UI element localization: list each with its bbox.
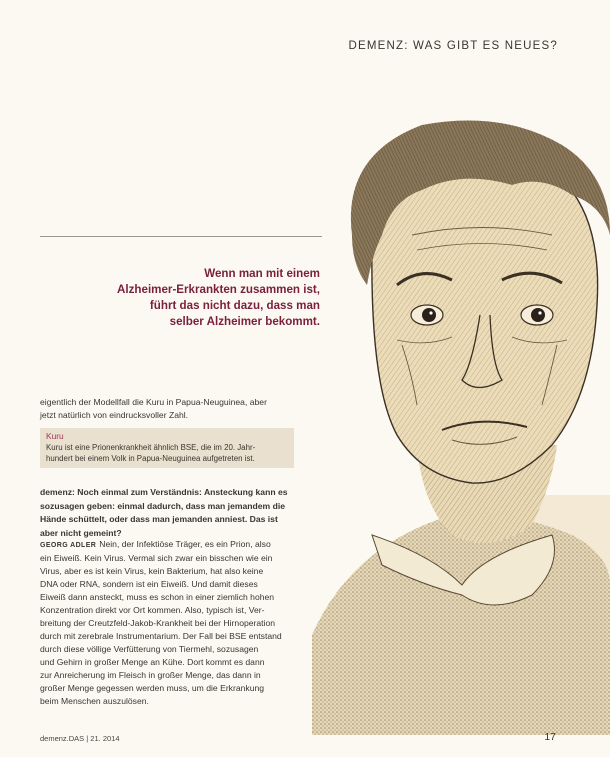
elderly-woman-portrait-illustration xyxy=(312,115,610,735)
pull-quote-line: Wenn man mit einem xyxy=(204,267,320,280)
pull-quote-line: führt das nicht dazu, dass man xyxy=(149,299,320,312)
question-line: demenz: Noch einmal zum Verständnis: Ansteckung kann es xyxy=(40,487,288,497)
answer-text: Nein, der Infektiöse Träger, es ein Prion, also xyxy=(99,539,271,549)
answer-line: zur Anreicherung im Fleisch in großer Menge, das dann in xyxy=(40,670,261,680)
info-box-line: Kuru ist eine Prionenkrankheit ähnlich BSE, die im 20. Jahr- xyxy=(46,443,256,452)
answer-line: durch diese völlige Verfütterung von Tiermehl, sozusagen xyxy=(40,644,259,654)
interview-question xyxy=(40,486,330,540)
publication-footer: demenz.DAS | 21. 2014 xyxy=(40,734,120,743)
info-box-kuru xyxy=(40,428,294,468)
answer-line: Virus, aber es ist kein Virus, kein Bakterium, hat also keine xyxy=(40,566,264,576)
divider-rule xyxy=(40,236,322,237)
speaker-name: GEORG ADLER xyxy=(40,542,97,549)
answer-line: DNA oder RNA, sondern ist ein Eiweiß. Und damit dieses xyxy=(40,579,258,589)
interview-answer xyxy=(40,538,330,708)
intro-line: eigentlich der Modellfall die Kuru in Papua-Neuguinea, aber xyxy=(40,397,267,407)
info-box-title: Kuru xyxy=(46,431,64,441)
answer-line: großer Menge gegessen werden muss, um die Erkrankung xyxy=(40,683,265,693)
intro-paragraph xyxy=(40,396,328,422)
page-number: 17 xyxy=(544,731,556,743)
answer-line: Konzentration direkt vor Ort kommen. Also, typisch ist, Ver- xyxy=(40,605,265,615)
pull-quote-line: Alzheimer-Erkrankten zusammen ist, xyxy=(117,283,320,296)
answer-line: und Gehirn in großer Menge an Kühe. Dort kommt es dann xyxy=(40,657,265,667)
question-line: aber nicht gemeint? xyxy=(40,527,122,538)
answer-line: ein Eiweiß. Kein Virus. Vermal sich zwar ein bisschen wie ein xyxy=(40,553,273,563)
answer-line: Eiweiß dann ansteckt, muss es schon in einer ziemlich hohen xyxy=(40,592,275,602)
question-line: Hände schüttelt, oder dass man jemanden anniest. Das ist xyxy=(40,514,278,524)
pull-quote xyxy=(60,266,320,330)
intro-line: jetzt natürlich von eindrucksvoller Zahl. xyxy=(40,410,189,420)
section-header: DEMENZ: WAS GIBT ES NEUES? xyxy=(348,40,558,52)
answer-line: breitung der Creutzfeld-Jakob-Krankheit bei der Hirnoperation xyxy=(40,618,276,628)
question-line: sozusagen geben: einmal dadurch, dass man jemandem die xyxy=(40,500,285,511)
answer-line xyxy=(40,538,330,552)
pull-quote-line: selber Alzheimer bekommt. xyxy=(169,315,320,328)
answer-line: durch mit zerebrale Instrumentarium. Der Fall bei BSE entstand xyxy=(40,631,282,641)
answer-line: beim Menschen auszulösen. xyxy=(40,696,149,706)
info-box-line: hundert bei einem Volk in Papua-Neuguinea aufgetreten ist. xyxy=(46,454,255,463)
